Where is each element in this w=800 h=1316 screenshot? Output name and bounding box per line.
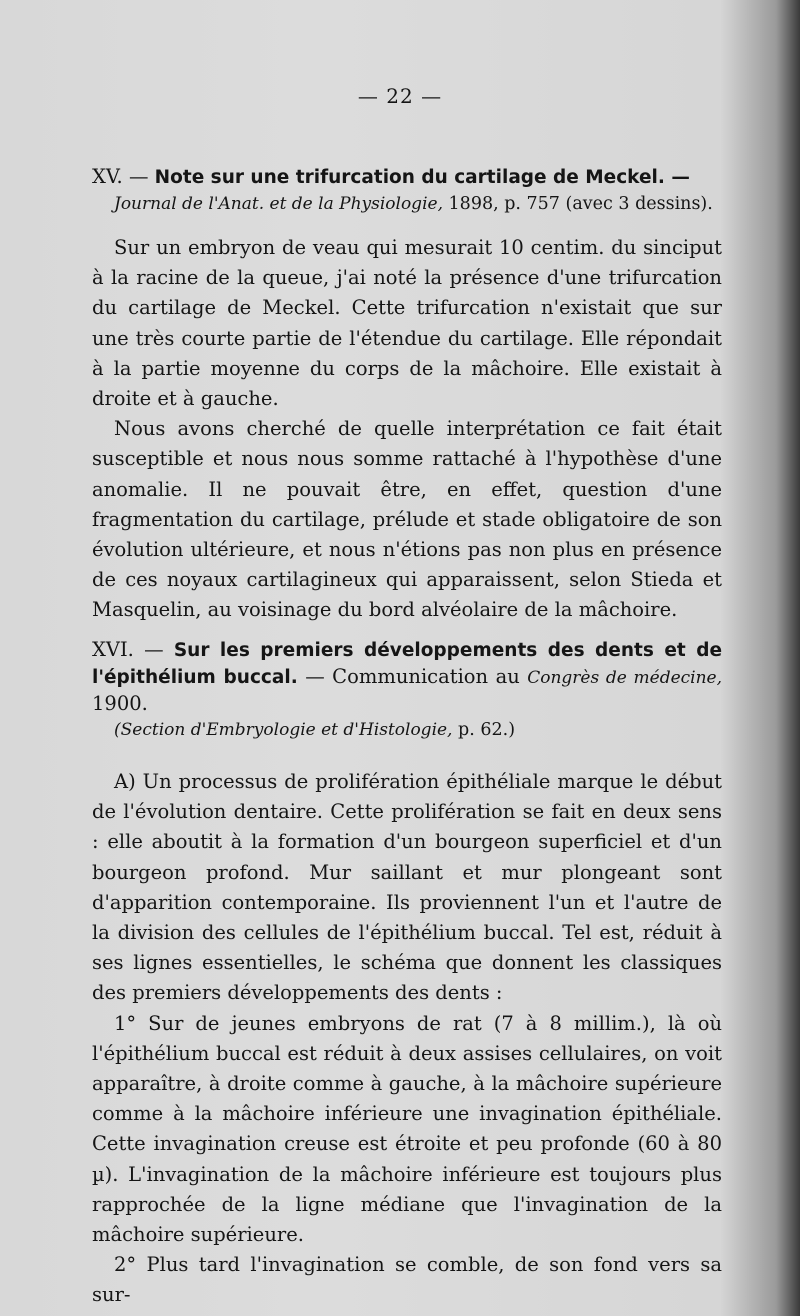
section-xv-paragraph: Nous avons cherché de quelle interprétation ce fait était susceptible et nous nous somme rattaché à l'hypothèse d'une anomalie. Il ne pouvait être, en effet, question d'une fragmentation du cartilage, prélude et stade obligatoire de son évolution ultérieure, et nous n'étions pas non plus en présence de ces noyaux cartilagineux qui apparaissent, selon Stieda et Masquelin, au voisinage du bord alvéolaire de la mâchoire. [92, 417, 722, 622]
section-xvi-section-ref: (Section d'Embryologie et d'Histologie, [114, 720, 453, 740]
section-xv-journal: Journal de l'Anat. et de la Physiologie, [114, 194, 443, 214]
section-xv-title: Note sur une trifurcation du cartilage de Meckel. — [154, 167, 690, 188]
section-xv-reference [92, 191, 722, 217]
section-xvi-congress: Congrès de médecine, [527, 668, 723, 688]
section-xv-citation: 1898, p. 757 (avec 3 dessins). [448, 194, 713, 214]
section-xvi-reference [92, 717, 722, 743]
page-number: — 22 — [357, 84, 443, 108]
section-xv-paragraph: Sur un embryon de veau qui mesurait 10 centim. du sinciput à la racine de la queue, j'ai noté la présence d'une trifurcation du cartilage de Meckel. Cette trifurcation n'existait que sur une très courte partie de l'étendue du cartilage. Elle répondait à la partie moyenne du corps de la mâchoire. Elle existait à droite et à gauche. [92, 236, 722, 411]
section-xvi-title: Sur les premiers développements des dents et de l'épithélium buccal. [92, 640, 722, 688]
section-xvi-paragraph: 1° Sur de jeunes embryons de rat (7 à 8 millim.), là où l'épithélium buccal est réduit à deux assises cellulaires, on voit apparaître, à droite comme à gauche, à la mâchoire supérieure comme à la mâchoire inférieure une invagination épithéliale. Cette invagination creuse est étroite et peu profonde (60 à 80 µ). L'invagination de la mâchoire inférieure est toujours plus rapprochée de la ligne médiane que l'invagination de la mâchoire supérieure. [92, 1011, 722, 1247]
section-xvi-page-ref: p. 62.) [458, 720, 516, 740]
section-xvi-heading [92, 637, 722, 717]
section-xv [92, 164, 722, 626]
section-xvi-paragraph: A) Un processus de prolifération épithéliale marque le début de l'évolution dentaire. Cette prolifération se fait en deux sens : elle aboutit à la formation d'un bourgeon superficiel et d'un bourgeon profond. Mur saillant et mur plongeant sont d'apparition contemporaine. Ils proviennent l'un et l'autre de la division des cellules de l'épithélium buccal. Tel est, réduit à ses lignes essentielles, le schéma que donnent les classiques des premiers développements des dents : [92, 770, 722, 1005]
section-xvi-comm-prefix: — Communication au [305, 665, 520, 688]
section-xvi-paragraph: 2° Plus tard l'invagination se comble, de son fond vers sa sur- [92, 1253, 722, 1307]
section-xv-heading [92, 164, 722, 191]
section-xv-number: XV. — [92, 165, 149, 188]
section-xvi-year: 1900. [92, 692, 148, 715]
section-xvi [92, 637, 722, 1311]
section-xvi-number: XVI. — [92, 638, 164, 661]
